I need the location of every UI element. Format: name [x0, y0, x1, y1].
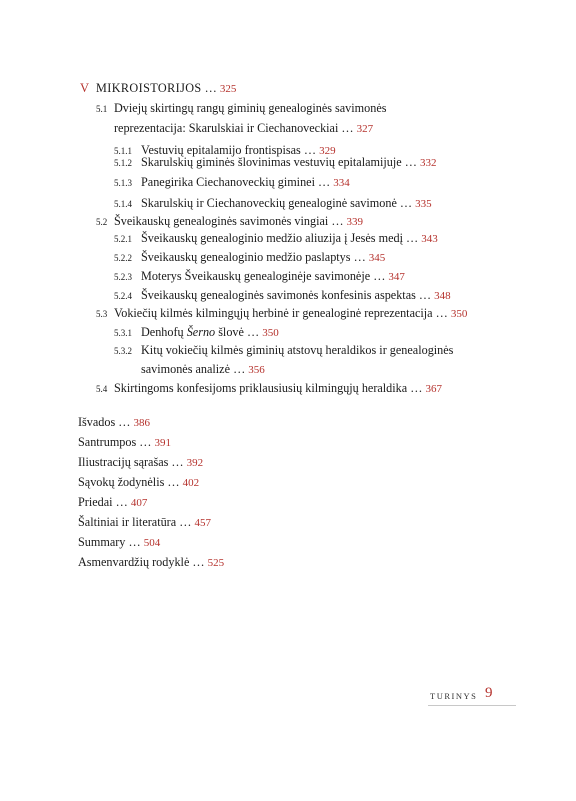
- section-title-line: reprezentacija: Skarulskiai ir Ciechanoveckiai: [114, 121, 339, 135]
- section-page: 348: [434, 290, 451, 302]
- section-page: 327: [356, 123, 374, 135]
- section-page: 343: [421, 233, 438, 245]
- section-title: Vestuvių epitalamijo frontispisas: [141, 143, 301, 157]
- section-title-line: Dviejų skirtingų rangų giminių genealoginės savimonės: [114, 101, 387, 115]
- section-page: 356: [248, 364, 265, 376]
- back-matter-item: Šaltiniai ir literatūra … 457: [78, 515, 211, 529]
- section-title: Šveikauskų genealoginio medžio aliuzija į Jesės medį: [141, 231, 403, 245]
- section-title: Panegirika Ciechanoveckių giminei: [141, 175, 315, 189]
- chapter-number: V: [80, 81, 90, 95]
- section-page: 339: [346, 216, 364, 228]
- section-title: Šveikauskų genealoginės savimonės vingiai: [114, 214, 329, 228]
- section-number: 5.1.2: [114, 158, 132, 168]
- section-page: 367: [425, 383, 442, 395]
- section-title: Skarulskių giminės šlovinimas vestuvių epitalamijuje: [141, 155, 402, 169]
- section-title: Vokiečių kilmės kilmingųjų herbinė ir genealoginė reprezentacija: [114, 306, 433, 320]
- section-number: 5.4: [96, 384, 108, 394]
- section-page: 345: [368, 252, 386, 264]
- page-number: 9: [485, 685, 493, 701]
- section-number: 5.1.1: [114, 146, 132, 156]
- section-title: Moterys Šveikauskų genealoginėje savimonėje: [141, 269, 371, 283]
- section-page: 347: [388, 271, 405, 283]
- section-number: 5.3.1: [114, 328, 132, 338]
- section-number: 5.2.1: [114, 234, 132, 244]
- section-number: 5.1.3: [114, 178, 132, 188]
- back-matter-item: Santrumpos … 391: [78, 435, 172, 449]
- back-matter-item: Summary … 504: [78, 535, 161, 549]
- back-matter-item: Asmenvardžių rodyklė … 525: [78, 555, 225, 569]
- section-page: 334: [333, 177, 350, 189]
- section-number: 5.1: [96, 104, 108, 114]
- section-title: Skirtingoms konfesijoms priklausiusių kilmingųjų heraldika: [114, 381, 408, 395]
- section-title: Šveikauskų genealoginio medžio paslaptys: [141, 250, 351, 264]
- section-number: 5.2.4: [114, 291, 132, 301]
- section-number: 5.2.3: [114, 272, 132, 282]
- chapter-title: MIKROISTORIJOS: [96, 81, 202, 95]
- section-title-line: Kitų vokiečių kilmės giminių atstovų heraldikos ir genealoginės: [141, 343, 454, 357]
- back-matter-item: Sąvokų žodynėlis … 402: [78, 475, 200, 489]
- section-number: 5.2: [96, 217, 108, 227]
- section-page: 350: [262, 327, 279, 339]
- section-number: 5.1.4: [114, 199, 132, 209]
- section-page: 350: [450, 308, 468, 320]
- section-title: Denhofų: [141, 325, 184, 339]
- running-footer-label: TURINYS: [430, 691, 478, 701]
- section-number: 5.2.2: [114, 253, 132, 263]
- back-matter-item: Priedai … 407: [78, 495, 148, 509]
- footer-rule: [428, 705, 516, 706]
- section-page: 329: [319, 145, 336, 157]
- ellipsis: …: [204, 81, 217, 95]
- chapter-page: 325: [219, 83, 237, 95]
- section-title-line: savimonės analizė: [141, 362, 231, 376]
- section-title: šlovė: [218, 325, 244, 339]
- back-matter-item: Iliustracijų sąrašas … 392: [78, 455, 204, 469]
- section-title: Skarulskių ir Ciechanoveckių genealoginė savimonė: [141, 196, 397, 210]
- toc-page: V MIKROISTORIJOS … 325 5.1 Dviejų skirtingų rangų giminių genealoginės savimonės reprezentacija: Skarulskiai ir Ciechanoveckiai … 327 5.1.1 Vestuvių epitalamijo frontispisas … 329 5.1.2 Skarulskių giminės šlovinimas vestuvių epitalamijuje … 332 5.1.3 Panegirika Ciechanoveckių giminei … 334 5.1.4 Skarulskių ir Ciechanoveckių genealoginė savimonė … 335 5.2 Šveikauskų genealoginės savimonės vingiai … 339 5.2.1 Šveikauskų genealoginio medžio aliuzija į Jesės medį … 343 5.2.2 Šveikauskų genealoginio medžio paslaptys … 345 5.2.3 Moterys Šveikauskų genealoginėje savimonėje … 347 5.2.4 Šveikauskų genealoginės savimonės konfesinis aspektas … 348 5.3 Vokiečių kilmės kilmingųjų herbinė ir genealoginė reprezentacija … 350 5.3.1 Denhofų Šerno šlovė … 350 5.3.2 Kitų vokiečių kilmės giminių atstovų heraldikos ir genealoginės savimonės analizė … 356 5.4 Skirtingoms konfesijoms priklausiusių kilmingųjų heraldika … 367 Išvados … 386 Santrumpos … 391 Iliustracijų sąrašas … 392 Sąvokų žodynėlis … 402 Priedai … 407 Šaltiniai ir literatūra … 457 Summary … 504 Asmenvardžių rodyklė … 525 TURINYS 9: [0, 0, 576, 801]
- back-matter-item: Išvados … 386: [78, 415, 151, 429]
- section-number: 5.3.2: [114, 346, 132, 356]
- section-page: 332: [419, 157, 437, 169]
- section-number: 5.3: [96, 309, 108, 319]
- section-title-italic: Šerno: [186, 325, 216, 339]
- section-title: Šveikauskų genealoginės savimonės konfesinis aspektas: [141, 288, 416, 302]
- section-page: 335: [415, 198, 432, 210]
